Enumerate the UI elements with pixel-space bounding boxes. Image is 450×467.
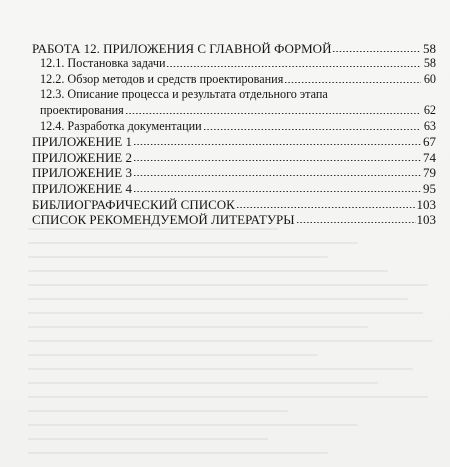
table-of-contents [32, 40, 436, 227]
toc-entry-page: 103 [416, 196, 436, 212]
toc-entry-12-1 [32, 56, 436, 72]
bleed-through-text [28, 222, 438, 462]
toc-entry-title: 12.1. Постановка задачи [40, 56, 166, 71]
toc-entry-12-2 [32, 71, 436, 87]
dot-leader [133, 152, 421, 162]
dot-leader [284, 74, 421, 84]
toc-entry-title: ПРИЛОЖЕНИЕ 1 [32, 134, 132, 150]
toc-entry-title: ПРИЛОЖЕНИЕ 3 [32, 165, 132, 181]
toc-entry-12-4 [32, 118, 436, 134]
dot-leader [166, 58, 421, 68]
toc-entry-appendix-4 [32, 180, 436, 196]
toc-entry-title-continued: проектирования [40, 102, 124, 117]
toc-entry-title: 12.2. Обзор методов и средств проектирования [40, 71, 284, 86]
toc-entry-work-12 [32, 40, 436, 56]
toc-entry-recommended-literature [32, 212, 436, 228]
toc-entry-page: 58 [423, 40, 436, 56]
toc-entry-title: СПИСОК РЕКОМЕНДУЕМОЙ ЛИТЕРАТУРЫ [32, 212, 295, 228]
toc-entry-title: РАБОТА 12. ПРИЛОЖЕНИЯ С ГЛАВНОЙ ФОРМОЙ [32, 40, 332, 56]
toc-entry-page: 62 [423, 102, 436, 117]
toc-entry-page: 60 [423, 71, 436, 86]
toc-entry-appendix-2 [32, 149, 436, 165]
toc-entry-page: 79 [423, 165, 436, 181]
toc-entry-12-3-line1 [32, 87, 436, 103]
toc-entry-page: 95 [423, 180, 436, 196]
toc-entry-title: 12.3. Описание процесса и результата отдельного этапа [40, 87, 328, 102]
dot-leader [133, 183, 421, 193]
toc-entry-title: БИБЛИОГРАФИЧЕСКИЙ СПИСОК [32, 196, 235, 212]
dot-leader [203, 121, 421, 131]
toc-entry-title: ПРИЛОЖЕНИЕ 2 [32, 149, 132, 165]
toc-entry-page: 63 [423, 118, 436, 133]
dot-leader [296, 214, 416, 224]
toc-entry-page: 103 [416, 212, 436, 228]
toc-entry-title: 12.4. Разработка документации [40, 118, 202, 133]
toc-entry-title: ПРИЛОЖЕНИЕ 4 [32, 180, 132, 196]
toc-entry-appendix-3 [32, 165, 436, 181]
toc-entry-page: 58 [423, 56, 436, 71]
toc-entry-12-3-line2 [32, 102, 436, 118]
dot-leader [332, 43, 421, 53]
toc-entry-page: 74 [423, 149, 436, 165]
dot-leader [133, 136, 421, 146]
toc-entry-bibliography [32, 196, 436, 212]
dot-leader [236, 199, 416, 209]
toc-entry-appendix-1 [32, 134, 436, 150]
dot-leader [125, 105, 421, 115]
dot-leader [133, 167, 421, 177]
toc-entry-page: 67 [423, 134, 436, 150]
